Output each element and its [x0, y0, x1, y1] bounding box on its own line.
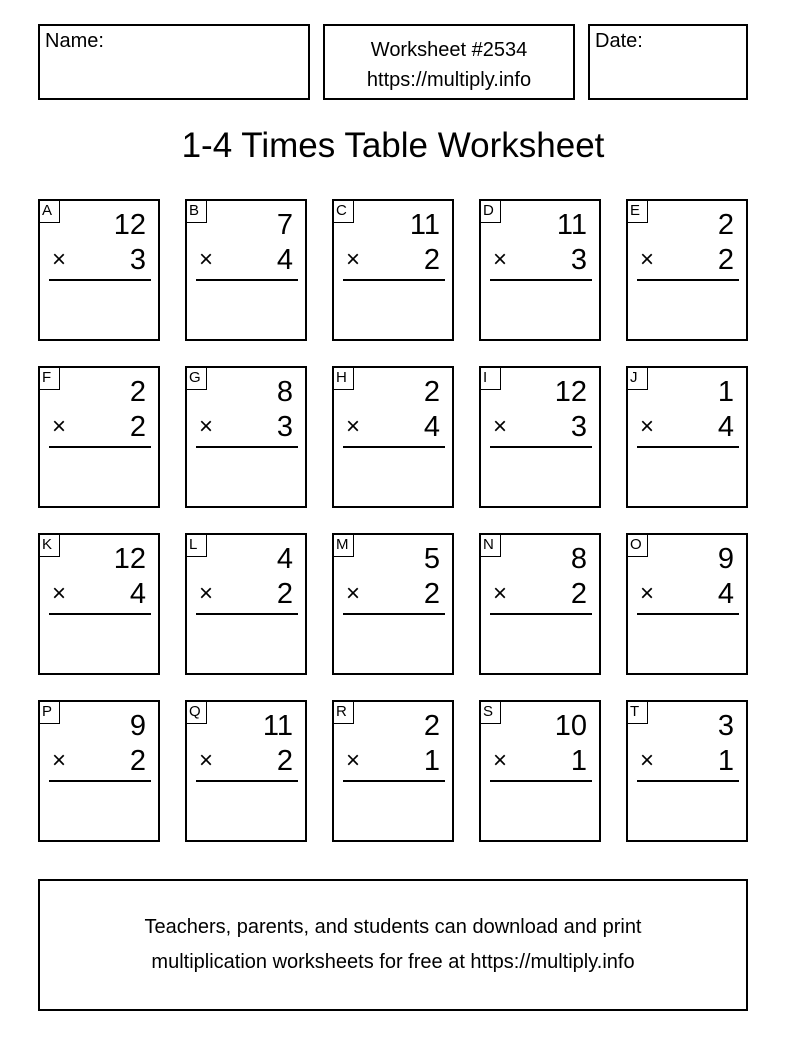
problem-letter: Q [187, 702, 207, 724]
answer-line [637, 446, 739, 448]
multiplier: 2 [276, 745, 293, 777]
multiplier: 3 [129, 244, 146, 276]
answer-line [49, 613, 151, 615]
multiply-sign: × [346, 747, 361, 774]
multiply-sign: × [199, 413, 214, 440]
problem-letter: O [628, 535, 648, 557]
multiplier: 4 [717, 578, 734, 610]
problem-letter: A [40, 201, 60, 223]
problem-card-p[interactable] [38, 700, 160, 842]
answer-line [196, 780, 298, 782]
multiply-sign: × [493, 580, 508, 607]
problem-letter: F [40, 368, 60, 390]
multiplicand: 12 [113, 543, 146, 575]
problem-letter: E [628, 201, 648, 223]
multiply-sign: × [640, 580, 655, 607]
answer-line [49, 446, 151, 448]
multiply-sign: × [640, 747, 655, 774]
answer-line [637, 279, 739, 281]
answer-line [637, 613, 739, 615]
answer-line [490, 279, 592, 281]
answer-line [49, 780, 151, 782]
multiplier: 2 [423, 244, 440, 276]
answer-line [196, 446, 298, 448]
answer-line [343, 446, 445, 448]
multiply-sign: × [52, 747, 67, 774]
problem-card-s[interactable] [479, 700, 601, 842]
multiplicand: 12 [113, 209, 146, 241]
multiply-sign: × [640, 413, 655, 440]
problem-card-q[interactable] [185, 700, 307, 842]
answer-line [343, 780, 445, 782]
answer-line [196, 279, 298, 281]
multiplier: 3 [570, 411, 587, 443]
multiply-sign: × [640, 246, 655, 273]
multiplier: 2 [717, 244, 734, 276]
date-label: Date: [595, 30, 643, 52]
footer-box [38, 879, 748, 1011]
multiplicand: 11 [262, 710, 293, 742]
problem-letter: S [481, 702, 501, 724]
problem-card-d[interactable] [479, 199, 601, 341]
multiply-sign: × [493, 246, 508, 273]
problem-letter: I [481, 368, 501, 390]
multiplicand: 2 [717, 209, 734, 241]
multiplier: 1 [423, 745, 440, 777]
multiply-sign: × [346, 580, 361, 607]
multiplicand: 11 [409, 209, 440, 241]
multiply-sign: × [493, 413, 508, 440]
answer-line [490, 446, 592, 448]
problem-card-o[interactable] [626, 533, 748, 675]
multiply-sign: × [52, 246, 67, 273]
problem-card-g[interactable] [185, 366, 307, 508]
multiplier: 1 [717, 745, 734, 777]
problem-letter: G [187, 368, 207, 390]
worksheet-info-box [323, 24, 575, 100]
problem-card-n[interactable] [479, 533, 601, 675]
multiplicand: 1 [717, 376, 734, 408]
name-label: Name: [45, 30, 104, 52]
multiply-sign: × [52, 580, 67, 607]
answer-line [343, 613, 445, 615]
problem-card-m[interactable] [332, 533, 454, 675]
problem-letter: T [628, 702, 648, 724]
multiplier: 2 [570, 578, 587, 610]
multiplicand: 3 [717, 710, 734, 742]
problem-letter: C [334, 201, 354, 223]
multiplier: 4 [423, 411, 440, 443]
multiplier: 3 [570, 244, 587, 276]
multiplier: 2 [129, 411, 146, 443]
multiplier: 2 [129, 745, 146, 777]
problem-card-k[interactable] [38, 533, 160, 675]
problem-card-f[interactable] [38, 366, 160, 508]
problem-letter: B [187, 201, 207, 223]
problem-letter: K [40, 535, 60, 557]
problem-card-j[interactable] [626, 366, 748, 508]
problem-letter: D [481, 201, 501, 223]
multiplicand: 2 [423, 710, 440, 742]
problem-card-i[interactable] [479, 366, 601, 508]
date-field-box[interactable] [588, 24, 748, 100]
multiplicand: 8 [570, 543, 587, 575]
worksheet-number: Worksheet #2534 [370, 39, 528, 61]
problem-card-e[interactable] [626, 199, 748, 341]
problem-letter: M [334, 535, 354, 557]
multiply-sign: × [346, 246, 361, 273]
problem-card-h[interactable] [332, 366, 454, 508]
problem-card-a[interactable] [38, 199, 160, 341]
multiplier: 2 [276, 578, 293, 610]
multiplicand: 8 [276, 376, 293, 408]
problem-letter: R [334, 702, 354, 724]
multiplicand: 10 [554, 710, 587, 742]
multiply-sign: × [493, 747, 508, 774]
multiply-sign: × [346, 413, 361, 440]
answer-line [490, 613, 592, 615]
multiplicand: 7 [276, 209, 293, 241]
multiplicand: 11 [556, 209, 587, 241]
multiplier: 4 [129, 578, 146, 610]
problem-letter: L [187, 535, 207, 557]
problem-card-b[interactable] [185, 199, 307, 341]
multiplicand: 12 [554, 376, 587, 408]
multiplicand: 2 [423, 376, 440, 408]
multiplier: 2 [423, 578, 440, 610]
problem-card-t[interactable] [626, 700, 748, 842]
multiply-sign: × [199, 246, 214, 273]
problem-card-r[interactable] [332, 700, 454, 842]
multiplicand: 4 [276, 543, 293, 575]
multiplicand: 5 [423, 543, 440, 575]
multiply-sign: × [52, 413, 67, 440]
multiplicand: 9 [129, 710, 146, 742]
problem-card-l[interactable] [185, 533, 307, 675]
multiplier: 4 [276, 244, 293, 276]
multiply-sign: × [199, 580, 214, 607]
worksheet-url: https://multiply.info [366, 69, 532, 91]
multiplicand: 9 [717, 543, 734, 575]
answer-line [49, 279, 151, 281]
problem-letter: N [481, 535, 501, 557]
multiplier: 4 [717, 411, 734, 443]
multiplier: 3 [276, 411, 293, 443]
footer-line-2: multiplication worksheets for free at https://multiply.info [151, 951, 635, 973]
name-field-box[interactable] [38, 24, 310, 100]
problem-letter: J [628, 368, 648, 390]
problem-letter: H [334, 368, 354, 390]
footer-line-1: Teachers, parents, and students can download and print [144, 916, 642, 938]
answer-line [637, 780, 739, 782]
problem-letter: P [40, 702, 60, 724]
answer-line [490, 780, 592, 782]
page-title: 1-4 Times Table Worksheet [181, 126, 605, 165]
multiplier: 1 [570, 745, 587, 777]
problem-card-c[interactable] [332, 199, 454, 341]
multiplicand: 2 [129, 376, 146, 408]
answer-line [196, 613, 298, 615]
answer-line [343, 279, 445, 281]
multiply-sign: × [199, 747, 214, 774]
